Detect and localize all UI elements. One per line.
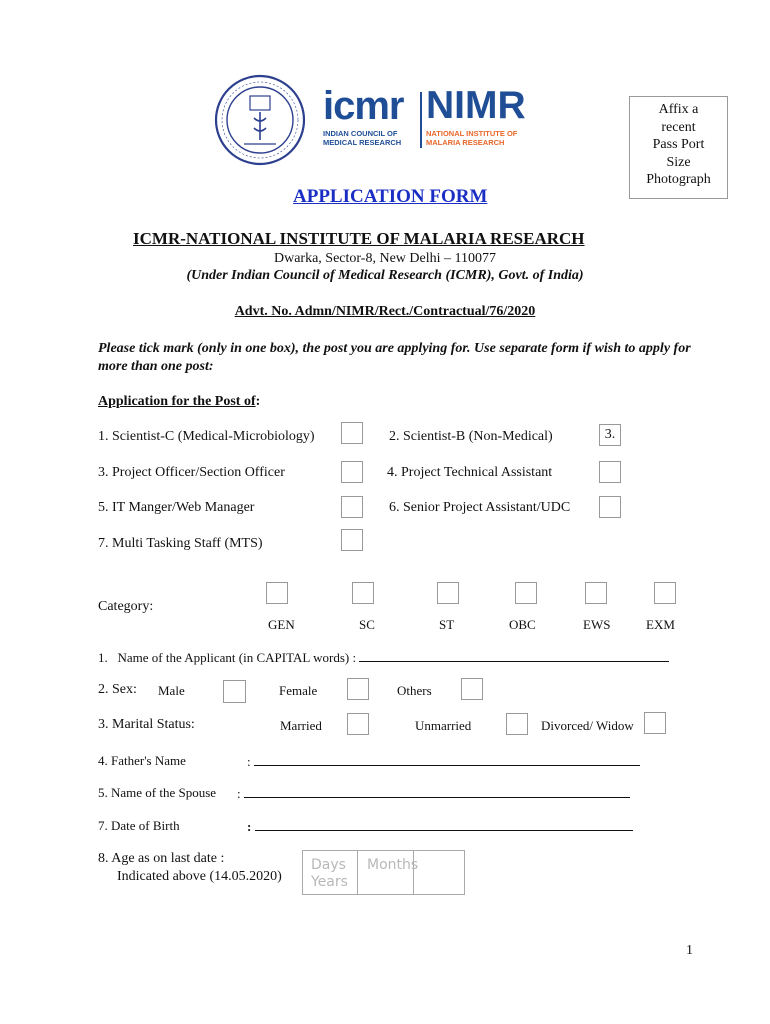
icmr-wordmark: icmr (323, 84, 404, 128)
category-checkbox-obc[interactable] (515, 582, 537, 604)
sex-checkbox-female[interactable] (347, 678, 369, 700)
spouse-name-input[interactable] (244, 785, 630, 798)
institute-address: Dwarka, Sector-8, New Delhi – 110077 (274, 251, 496, 266)
post-checkbox-2[interactable] (599, 424, 621, 446)
applicant-name-input[interactable] (359, 649, 669, 662)
post-checkbox-5[interactable] (341, 496, 363, 518)
marital-checkbox-married[interactable] (347, 713, 369, 735)
age-input-table (302, 850, 465, 895)
post-checkbox-6[interactable] (599, 496, 621, 518)
category-option-exm: EXM (646, 617, 675, 632)
category-checkbox-st[interactable] (437, 582, 459, 604)
photo-box-line: recent (661, 119, 696, 135)
institute-under: (Under Indian Council of Medical Research (ICMR), Govt. of India) (186, 268, 584, 283)
spouse-name-sep: : (237, 786, 241, 801)
dob-label: 7. Date of Birth (98, 818, 180, 833)
category-option-gen: GEN (268, 617, 295, 632)
post-label-4: 4. Project Technical Assistant (387, 465, 553, 480)
advt-number: Advt. No. Admn/NIMR/Rect./Contractual/76/2020 (234, 304, 536, 319)
age-months-placeholder: Months (367, 857, 419, 873)
category-checkbox-ews[interactable] (585, 582, 607, 604)
page-number: 1 (686, 943, 693, 958)
dob-sep: : (247, 819, 252, 834)
post-checkbox-2-text: 3. (604, 427, 616, 442)
category-checkbox-sc[interactable] (352, 582, 374, 604)
marital-option-divorced-widow: Divorced/ Widow (541, 718, 634, 733)
icmr-seal-logo (214, 68, 306, 172)
icmr-subtitle-line1: INDIAN COUNCIL OF (323, 129, 398, 138)
marital-checkbox-unmarried[interactable] (506, 713, 528, 735)
marital-option-married: Married (280, 718, 322, 733)
photo-box-line: Affix a (658, 102, 699, 117)
institute-name: ICMR-NATIONAL INSTITUTE OF MALARIA RESEARCH (133, 229, 585, 248)
spouse-name-row (237, 785, 630, 802)
sex-checkbox-male[interactable] (223, 680, 246, 703)
post-label-7: 7. Multi Tasking Staff (MTS) (98, 536, 263, 551)
post-label-3: 3. Project Officer/Section Officer (98, 465, 285, 480)
photo-box-line: Photograph (646, 172, 711, 188)
age-days-placeholder: Days (311, 857, 346, 873)
posts-heading (98, 394, 260, 410)
sex-label: 2. Sex: (98, 682, 137, 697)
post-label-1: 1. Scientist-C (Medical-Microbiology) (98, 429, 315, 444)
category-option-obc: OBC (509, 617, 536, 632)
nimr-subtitle-line1: NATIONAL INSTITUTE OF (426, 129, 518, 138)
icmr-logo (323, 86, 418, 148)
photo-box-line: Size (666, 154, 691, 170)
post-label-6: 6. Senior Project Assistant/UDC (389, 500, 571, 515)
logo-divider (420, 92, 422, 148)
sex-checkbox-others[interactable] (461, 678, 483, 700)
category-option-sc: SC (359, 617, 375, 632)
spouse-name-label: 5. Name of the Spouse (98, 785, 217, 800)
nimr-wordmark: NIMR (426, 84, 526, 127)
post-checkbox-3[interactable] (341, 461, 363, 483)
post-label-5: 5. IT Manger/Web Manager (98, 500, 255, 515)
post-label-2: 2. Scientist-B (Non-Medical) (389, 429, 553, 444)
age-label-line1: 8. Age as on last date : (98, 851, 225, 866)
father-name-input[interactable] (254, 753, 640, 766)
post-checkbox-7[interactable] (341, 529, 363, 551)
category-option-ews: EWS (583, 617, 611, 632)
dob-row (247, 818, 633, 835)
photo-box (629, 96, 728, 199)
post-checkbox-4[interactable] (599, 461, 621, 483)
applicant-name-row (98, 649, 669, 666)
marital-option-unmarried: Unmarried (415, 718, 472, 733)
posts-heading-text: Application for the Post of (98, 394, 256, 409)
sex-option-female: Female (279, 683, 318, 698)
category-checkbox-exm[interactable] (654, 582, 676, 604)
photo-box-line: Pass Port (652, 137, 705, 153)
age-years-placeholder: Years (311, 874, 348, 890)
category-checkbox-gen[interactable] (266, 582, 288, 604)
posts-heading-colon: : (255, 394, 261, 409)
sex-option-male: Male (158, 683, 185, 698)
nimr-logo (426, 86, 546, 148)
instruction-text: Please tick mark (only in one box), the post you are applying for. Use separate form if wish to apply for more than one post: (98, 341, 691, 374)
father-name-row (247, 753, 640, 770)
applicant-name-label: 1. Name of the Applicant (in CAPITAL words) : (98, 650, 360, 665)
category-option-st: ST (439, 617, 455, 632)
sex-option-others: Others (397, 683, 432, 698)
dob-input[interactable] (255, 818, 633, 831)
nimr-subtitle-line2: MALARIA RESEARCH (426, 138, 505, 147)
marital-checkbox-divorced-widow[interactable] (644, 712, 666, 734)
form-title: APPLICATION FORM (293, 186, 488, 207)
age-label-line2: Indicated above (14.05.2020) (117, 869, 282, 884)
father-name-label: 4. Father's Name (98, 753, 186, 768)
father-name-sep: : (247, 754, 251, 769)
age-years-input[interactable] (414, 851, 464, 894)
icmr-subtitle-line2: MEDICAL RESEARCH (323, 138, 402, 147)
marital-status-label: 3. Marital Status: (98, 717, 195, 732)
category-label: Category: (98, 599, 154, 614)
post-checkbox-1[interactable] (341, 422, 363, 444)
